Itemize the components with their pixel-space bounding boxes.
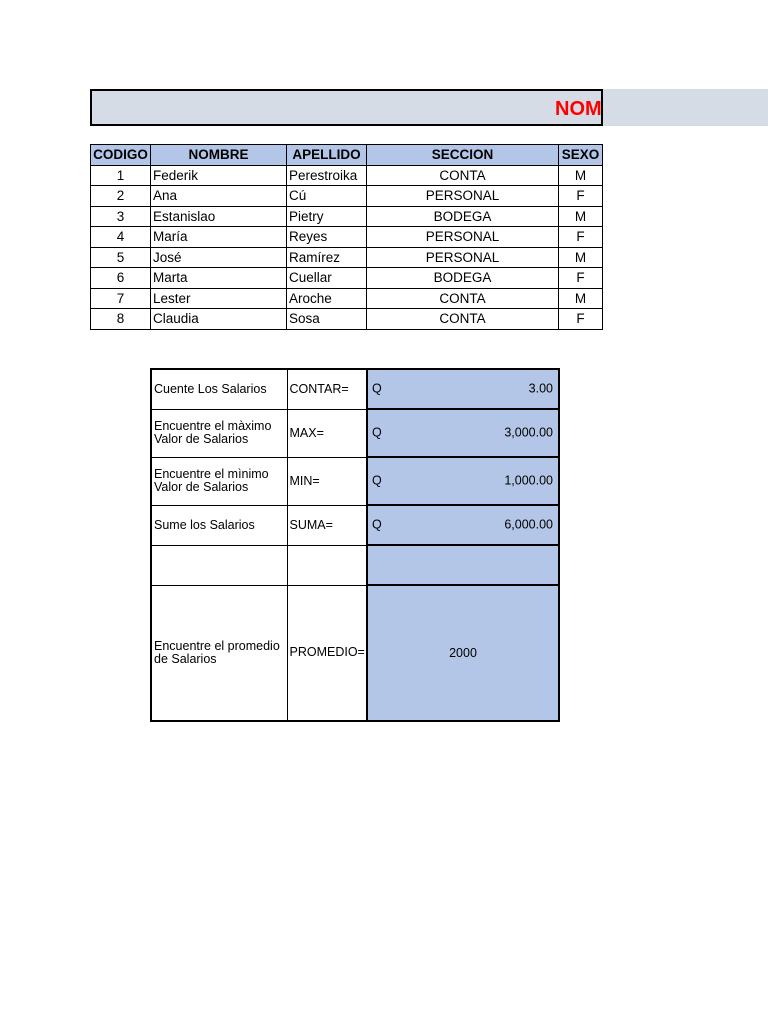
stats-value: 1,000.00 [504,473,553,488]
cell-seccion[interactable]: PERSONAL [367,227,559,248]
employee-header-row [91,145,603,166]
cell-nombre[interactable]: María [151,227,287,248]
stats-row-max [151,409,559,457]
stats-value-cell[interactable] [367,545,559,585]
cell-seccion[interactable]: CONTA [367,165,559,186]
stats-value-cell[interactable] [367,369,559,409]
stats-row-empty [151,545,559,585]
cell-nombre[interactable]: Lester [151,288,287,309]
stats-function[interactable]: PROMEDIO= [287,585,367,721]
cell-apellido[interactable]: Ramírez [287,247,367,268]
cell-sexo[interactable]: M [559,206,603,227]
stats-label[interactable]: Sume los Salarios [151,505,287,545]
cell-nombre[interactable]: Federik [151,165,287,186]
table-row [91,309,603,330]
cell-codigo[interactable]: 6 [91,268,151,289]
stats-label[interactable]: Encuentre el màximo Valor de Salarios [151,409,287,457]
cell-sexo[interactable]: F [559,186,603,207]
currency-symbol: Q [372,381,382,396]
header-sexo[interactable]: SEXO [559,145,603,166]
stats-row-contar [151,369,559,409]
stats-value-cell[interactable] [367,409,559,457]
table-row [91,165,603,186]
cell-codigo[interactable]: 4 [91,227,151,248]
cell-codigo[interactable]: 3 [91,206,151,227]
header-nombre[interactable]: NOMBRE [151,145,287,166]
stats-value-cell[interactable]: 2000 [367,585,559,721]
cell-sexo[interactable]: F [559,227,603,248]
cell-apellido[interactable]: Cuellar [287,268,367,289]
cell-apellido[interactable]: Reyes [287,227,367,248]
stats-function[interactable] [287,545,367,585]
cell-codigo[interactable]: 8 [91,309,151,330]
cell-nombre[interactable]: Claudia [151,309,287,330]
currency-symbol: Q [372,425,382,440]
header-codigo[interactable]: CODIGO [91,145,151,166]
stats-row-promedio [151,585,559,721]
cell-apellido[interactable]: Perestroika [287,165,367,186]
cell-seccion[interactable]: CONTA [367,309,559,330]
header-seccion[interactable]: SECCION [367,145,559,166]
stats-value: 3,000.00 [504,425,553,440]
cell-sexo[interactable]: F [559,268,603,289]
stats-row-min [151,457,559,505]
table-row [91,247,603,268]
table-row [91,268,603,289]
cell-nombre[interactable]: Marta [151,268,287,289]
stats-function[interactable]: CONTAR= [287,369,367,409]
stats-row-suma [151,505,559,545]
cell-sexo[interactable]: M [559,247,603,268]
cell-nombre[interactable]: José [151,247,287,268]
cell-sexo[interactable]: F [559,309,603,330]
cell-sexo[interactable]: M [559,165,603,186]
stats-value-cell[interactable] [367,505,559,545]
currency-symbol: Q [372,517,382,532]
table-row [91,288,603,309]
table-row [91,186,603,207]
cell-codigo[interactable]: 5 [91,247,151,268]
table-row [91,206,603,227]
cell-seccion[interactable]: BODEGA [367,268,559,289]
title-box[interactable] [90,89,603,126]
stats-label[interactable] [151,545,287,585]
stats-function[interactable]: MIN= [287,457,367,505]
cell-codigo[interactable]: 2 [91,186,151,207]
table-row [91,227,603,248]
cell-apellido[interactable]: Pietry [287,206,367,227]
salary-stats-table [150,368,560,722]
stats-function[interactable]: SUMA= [287,505,367,545]
stats-value: 3.00 [528,381,553,396]
stats-value-cell[interactable] [367,457,559,505]
cell-apellido[interactable]: Cú [287,186,367,207]
stats-function[interactable]: MAX= [287,409,367,457]
cell-apellido[interactable]: Aroche [287,288,367,309]
cell-seccion[interactable]: PERSONAL [367,186,559,207]
cell-sexo[interactable]: M [559,288,603,309]
cell-codigo[interactable]: 1 [91,165,151,186]
currency-symbol: Q [372,473,382,488]
cell-seccion[interactable]: PERSONAL [367,247,559,268]
cell-apellido[interactable]: Sosa [287,309,367,330]
cell-nombre[interactable]: Estanislao [151,206,287,227]
sheet-title: NOM [555,98,602,120]
cell-seccion[interactable]: BODEGA [367,206,559,227]
stats-label[interactable]: Cuente Los Salarios [151,369,287,409]
cell-codigo[interactable]: 7 [91,288,151,309]
stats-value: 6,000.00 [504,517,553,532]
stats-label[interactable]: Encuentre el mìnimo Valor de Salarios [151,457,287,505]
employee-table [90,144,603,330]
cell-seccion[interactable]: CONTA [367,288,559,309]
header-apellido[interactable]: APELLIDO [287,145,367,166]
stats-label[interactable]: Encuentre el promedio de Salarios [151,585,287,721]
cell-nombre[interactable]: Ana [151,186,287,207]
